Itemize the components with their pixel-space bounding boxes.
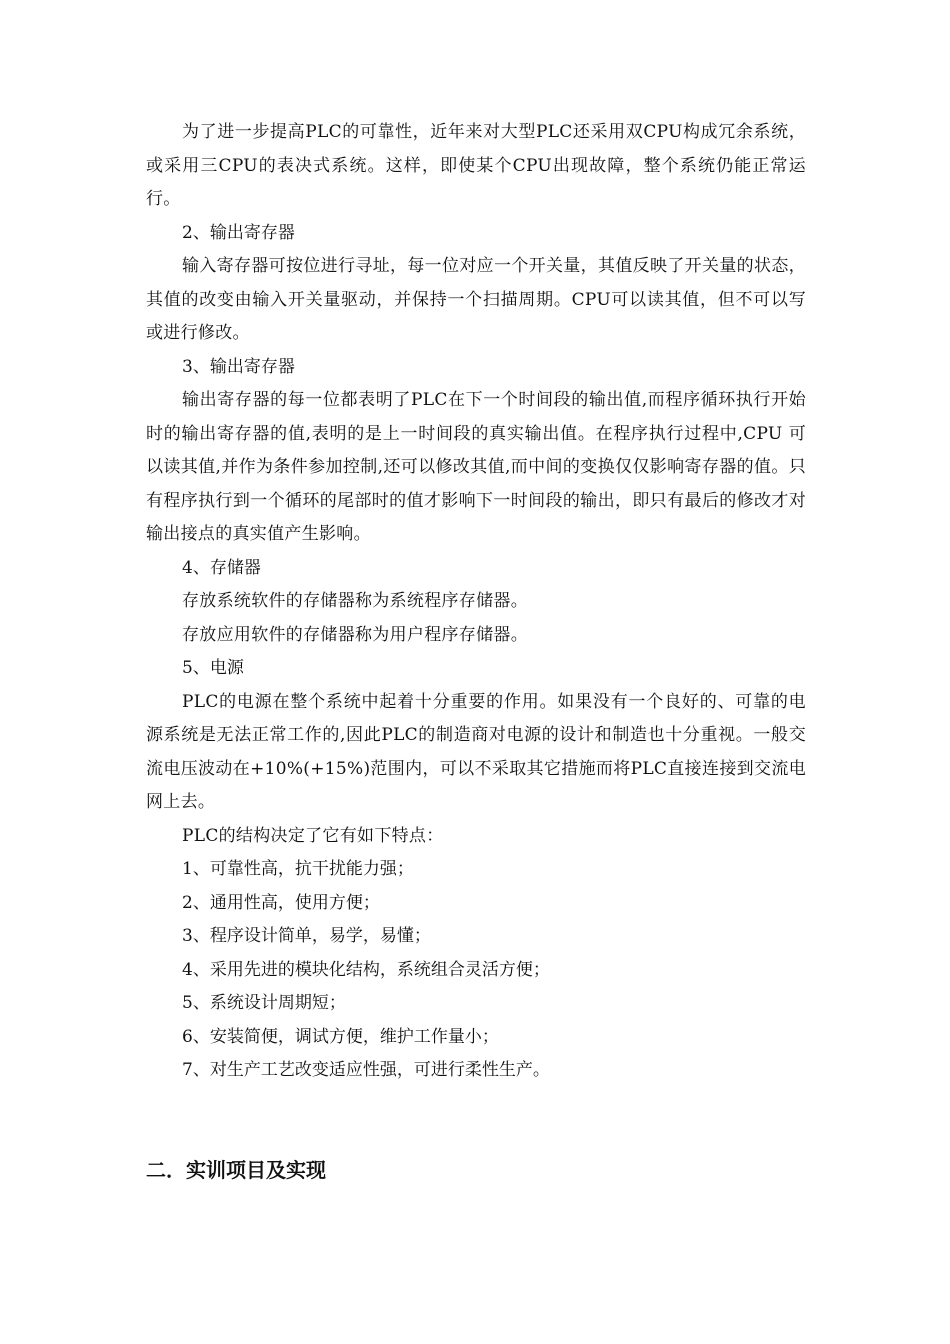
paragraph-input-register: 输入寄存器可按位进行寻址，每一位对应一个开关量，其值反映了开关量的状态，其值的改变由输入开关量驱动，并保持一个扫描周期。CPU可以读其值，但不可以写或进行修改。: [146, 256, 806, 343]
section-title: 二．实训项目及实现: [146, 1158, 326, 1182]
list-item: 3、程序设计简单，易学，易懂；: [182, 926, 431, 946]
list-item: 1、可靠性高，抗干扰能力强；: [182, 859, 414, 879]
paragraph-system-memory: 存放系统软件的存储器称为系统程序存储器。: [182, 591, 528, 611]
paragraph-power-supply: PLC的电源在整个系统中起着十分重要的作用。如果没有一个良好的、可靠的电源系统是无法正常工作的,因此PLC的制造商对电源的设计和制造也十分重视。一般交流电压波动在+10%(+15%)范围内，可以不采取其它措施而将PLC直接连接到交流电网上去。: [146, 691, 806, 812]
list-item: 2、通用性高，使用方便；: [182, 892, 380, 913]
paragraph-features-intro: PLC的结构决定了它有如下特点：: [182, 825, 444, 846]
heading-output-register-3: 3、输出寄存器: [182, 356, 295, 377]
paragraph-output-register: 输出寄存器的每一位都表明了PLC在下一个时间段的输出值,而程序循环执行开始时的输出寄存器的值,表明的是上一时间段的真实输出值。在程序执行过程中,CPU 可以读其值,并作为条件参加控制,还可以修改其值,而中间的变换仅仅影响寄存器的值。只有程序执行到一个循环的尾部时的值才影响下一时间段的输出，即只有最后的修改才对输出接点的真实值产生影响。: [146, 390, 806, 544]
heading-memory: 4、存储器: [182, 557, 261, 578]
heading-output-register-2: 2、输出寄存器: [182, 222, 295, 243]
feature-list: [146, 853, 806, 1088]
document-body: [146, 116, 806, 1088]
paragraph-user-memory: 存放应用软件的存储器称为用户程序存储器。: [182, 624, 528, 645]
list-item: 5、系统设计周期短；: [182, 993, 346, 1013]
list-item: 7、对生产工艺改变适应性强，可进行柔性生产。: [182, 1060, 550, 1080]
list-item: 4、采用先进的模块化结构，系统组合灵活方便；: [182, 959, 550, 980]
heading-power-supply: 5、电源: [182, 658, 244, 678]
paragraph-redundancy: 为了进一步提高PLC的可靠性，近年来对大型PLC还采用双CPU构成冗余系统，或采用三CPU的表决式系统。这样，即使某个CPU出现故障，整个系统仍能正常运行。: [146, 122, 806, 209]
list-item: 6、安装简便，调试方便，维护工作量小；: [182, 1026, 499, 1047]
